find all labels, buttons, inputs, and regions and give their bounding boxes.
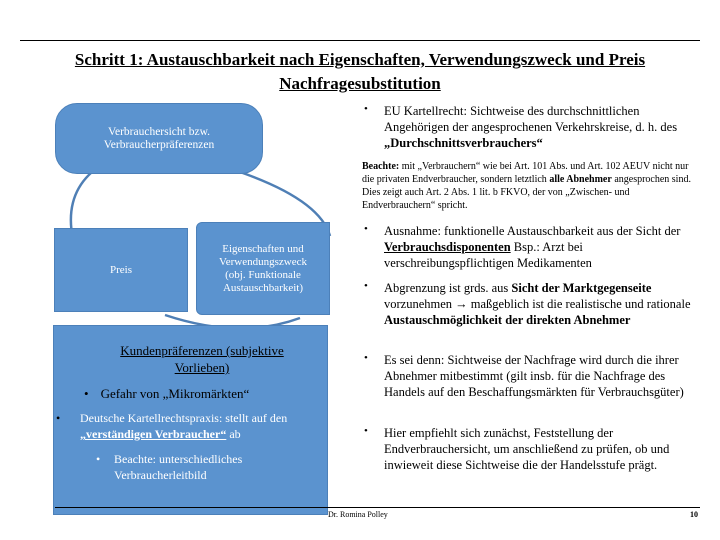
right-b2-post: Bsp.: Arzt bei verschreibungspflichtigen Medikamenten: [384, 240, 592, 270]
beachte-text-2: angesprochen sind. Dies zeigt auch Art. 2 Abs. 1 lit. b FKVO, der von „Zwischen- und Endverbrauchern“ spricht.: [362, 174, 691, 211]
beachte-note: [362, 160, 702, 212]
kund-bullet-2-post: ab: [226, 427, 241, 441]
eig-line-4: Austauschbarkeit): [222, 281, 304, 294]
page-number: 10: [690, 510, 698, 519]
footer-rule: [55, 507, 700, 508]
right-bullet-3: • Abgrenzung ist grds. aus Sicht der Marktgegenseite vorzunehmen → maßgeblich ist die realistische und rationale Austauschmöglichkeit der direkten Abnehmer: [364, 280, 691, 327]
eigenschaften-box: [196, 222, 330, 315]
beachte-bold: alle Abnehmer: [549, 174, 612, 185]
beachte-label: Beachte:: [362, 161, 400, 172]
eig-line-2: Verwendungszweck: [219, 255, 307, 268]
kund-title-line-1: Kundenpräferenzen (subjektive: [120, 343, 284, 358]
right-b3-mid: vorzunehmen → maßgeblich ist die realistische und rationale: [384, 297, 691, 311]
right-b3-pre: Abgrenzung ist grds. aus: [384, 281, 512, 295]
beachte-text-1: mit „Verbrauchern“ wie bei Art. 101 Abs. und Art. 102 AEUV nicht nur die privaten Endverbraucher, sondern letztlich: [362, 161, 689, 185]
title-line-1: Schritt 1: Austauschbarkeit nach Eigenschaften, Verwendungszweck und Preis: [74, 50, 646, 69]
kundenpraeferenzen-box: [53, 325, 328, 515]
right-bullet-4: • Es sei denn: Sichtweise der Nachfrage wird durch die ihrer Abnehmer mitbestimmt (gilt insb. für die Nachfrage des Handels auf den Beschaffungsmärkten für Verbrauchsgüter): [364, 352, 700, 400]
verbraucher-line-2: Verbraucherpräferenzen: [103, 138, 215, 151]
eig-line-1: Eigenschaften und: [222, 242, 304, 255]
kund-bullet-3: • Beachte: unterschiedliches Verbraucherleitbild: [96, 452, 243, 482]
right-b2-bold: Verbrauchsdisponenten: [384, 240, 511, 254]
right-bullet-5: • Hier empfiehlt sich zunächst, Feststellung der Endverbrauchersicht, um anschließend zu prüfen, ob und inwieweit diese Sichtweise die der Handelsstufe prägt.: [364, 425, 700, 473]
verbraucher-box: [55, 103, 263, 174]
title-line-2: Nachfragesubstitution: [279, 74, 441, 93]
footer-author: Dr. Romina Polley: [328, 510, 388, 519]
kund-bullet-1: • Gefahr von „Mikromärkten“: [84, 386, 250, 401]
preis-label: Preis: [110, 263, 132, 276]
preis-box: [54, 228, 188, 312]
kund-bullet-1-text: Gefahr von „Mikromärkten“: [100, 386, 250, 401]
right-b3-bold-1: Sicht der Marktgegenseite: [511, 281, 652, 295]
kund-bullet-3-text: Beachte: unterschiedliches Verbraucherleitbild: [114, 452, 243, 482]
kund-bullet-2-pre: Deutsche Kartellrechtspraxis: stellt auf den: [80, 411, 288, 425]
eig-line-3: (obj. Funktionale: [225, 268, 301, 281]
right-b2-pre: Ausnahme: funktionelle Austauschbarkeit aus der Sicht der: [384, 224, 681, 238]
kund-bullet-2: • Deutsche Kartellrechtspraxis: stellt auf den „verständigen Verbraucher“ ab: [56, 411, 288, 441]
right-bullet-2: • Ausnahme: funktionelle Austauschbarkeit aus der Sicht der Verbrauchsdisponenten Bsp.: Arzt bei verschreibungspflichtigen Medikamenten: [364, 223, 681, 270]
cycle-arrow-left: [71, 172, 92, 234]
right-b1-bold: „Durchschnittsverbrauchers“: [384, 136, 543, 150]
right-b5-text: Hier empfiehlt sich zunächst, Feststellung der Endverbrauchersicht, um anschließend zu prüfen, ob und inwieweit diese Sichtweise die der Handelsstufe prägt.: [384, 426, 670, 472]
kund-title-line-2: Vorlieben): [174, 360, 230, 375]
kundenpraeferenzen-title: [82, 342, 322, 376]
kund-bullet-2-bold: „verständigen Verbraucher“: [80, 427, 227, 441]
right-b1-pre: EU Kartellrecht: Sichtweise des durchschnittlichen Angehörigen der angesprochenen Verkehrskreise, d. h. des: [384, 104, 678, 134]
right-b3-bold-2: Austauschmöglichkeit der direkten Abnehmer: [384, 313, 631, 327]
right-bullet-1: • EU Kartellrecht: Sichtweise des durchschnittlichen Angehörigen der angesprochenen Verkehrskreise, d. h. des „Durchschnittsverbrauchers“: [364, 103, 678, 150]
verbraucher-line-1: Verbrauchersicht bzw.: [107, 125, 211, 138]
right-b4-text: Es sei denn: Sichtweise der Nachfrage wird durch die ihrer Abnehmer mitbestimmt (gilt insb. für die Nachfrage des Handels auf den Beschaffungsmärkten für Verbrauchsgüter): [384, 353, 684, 399]
